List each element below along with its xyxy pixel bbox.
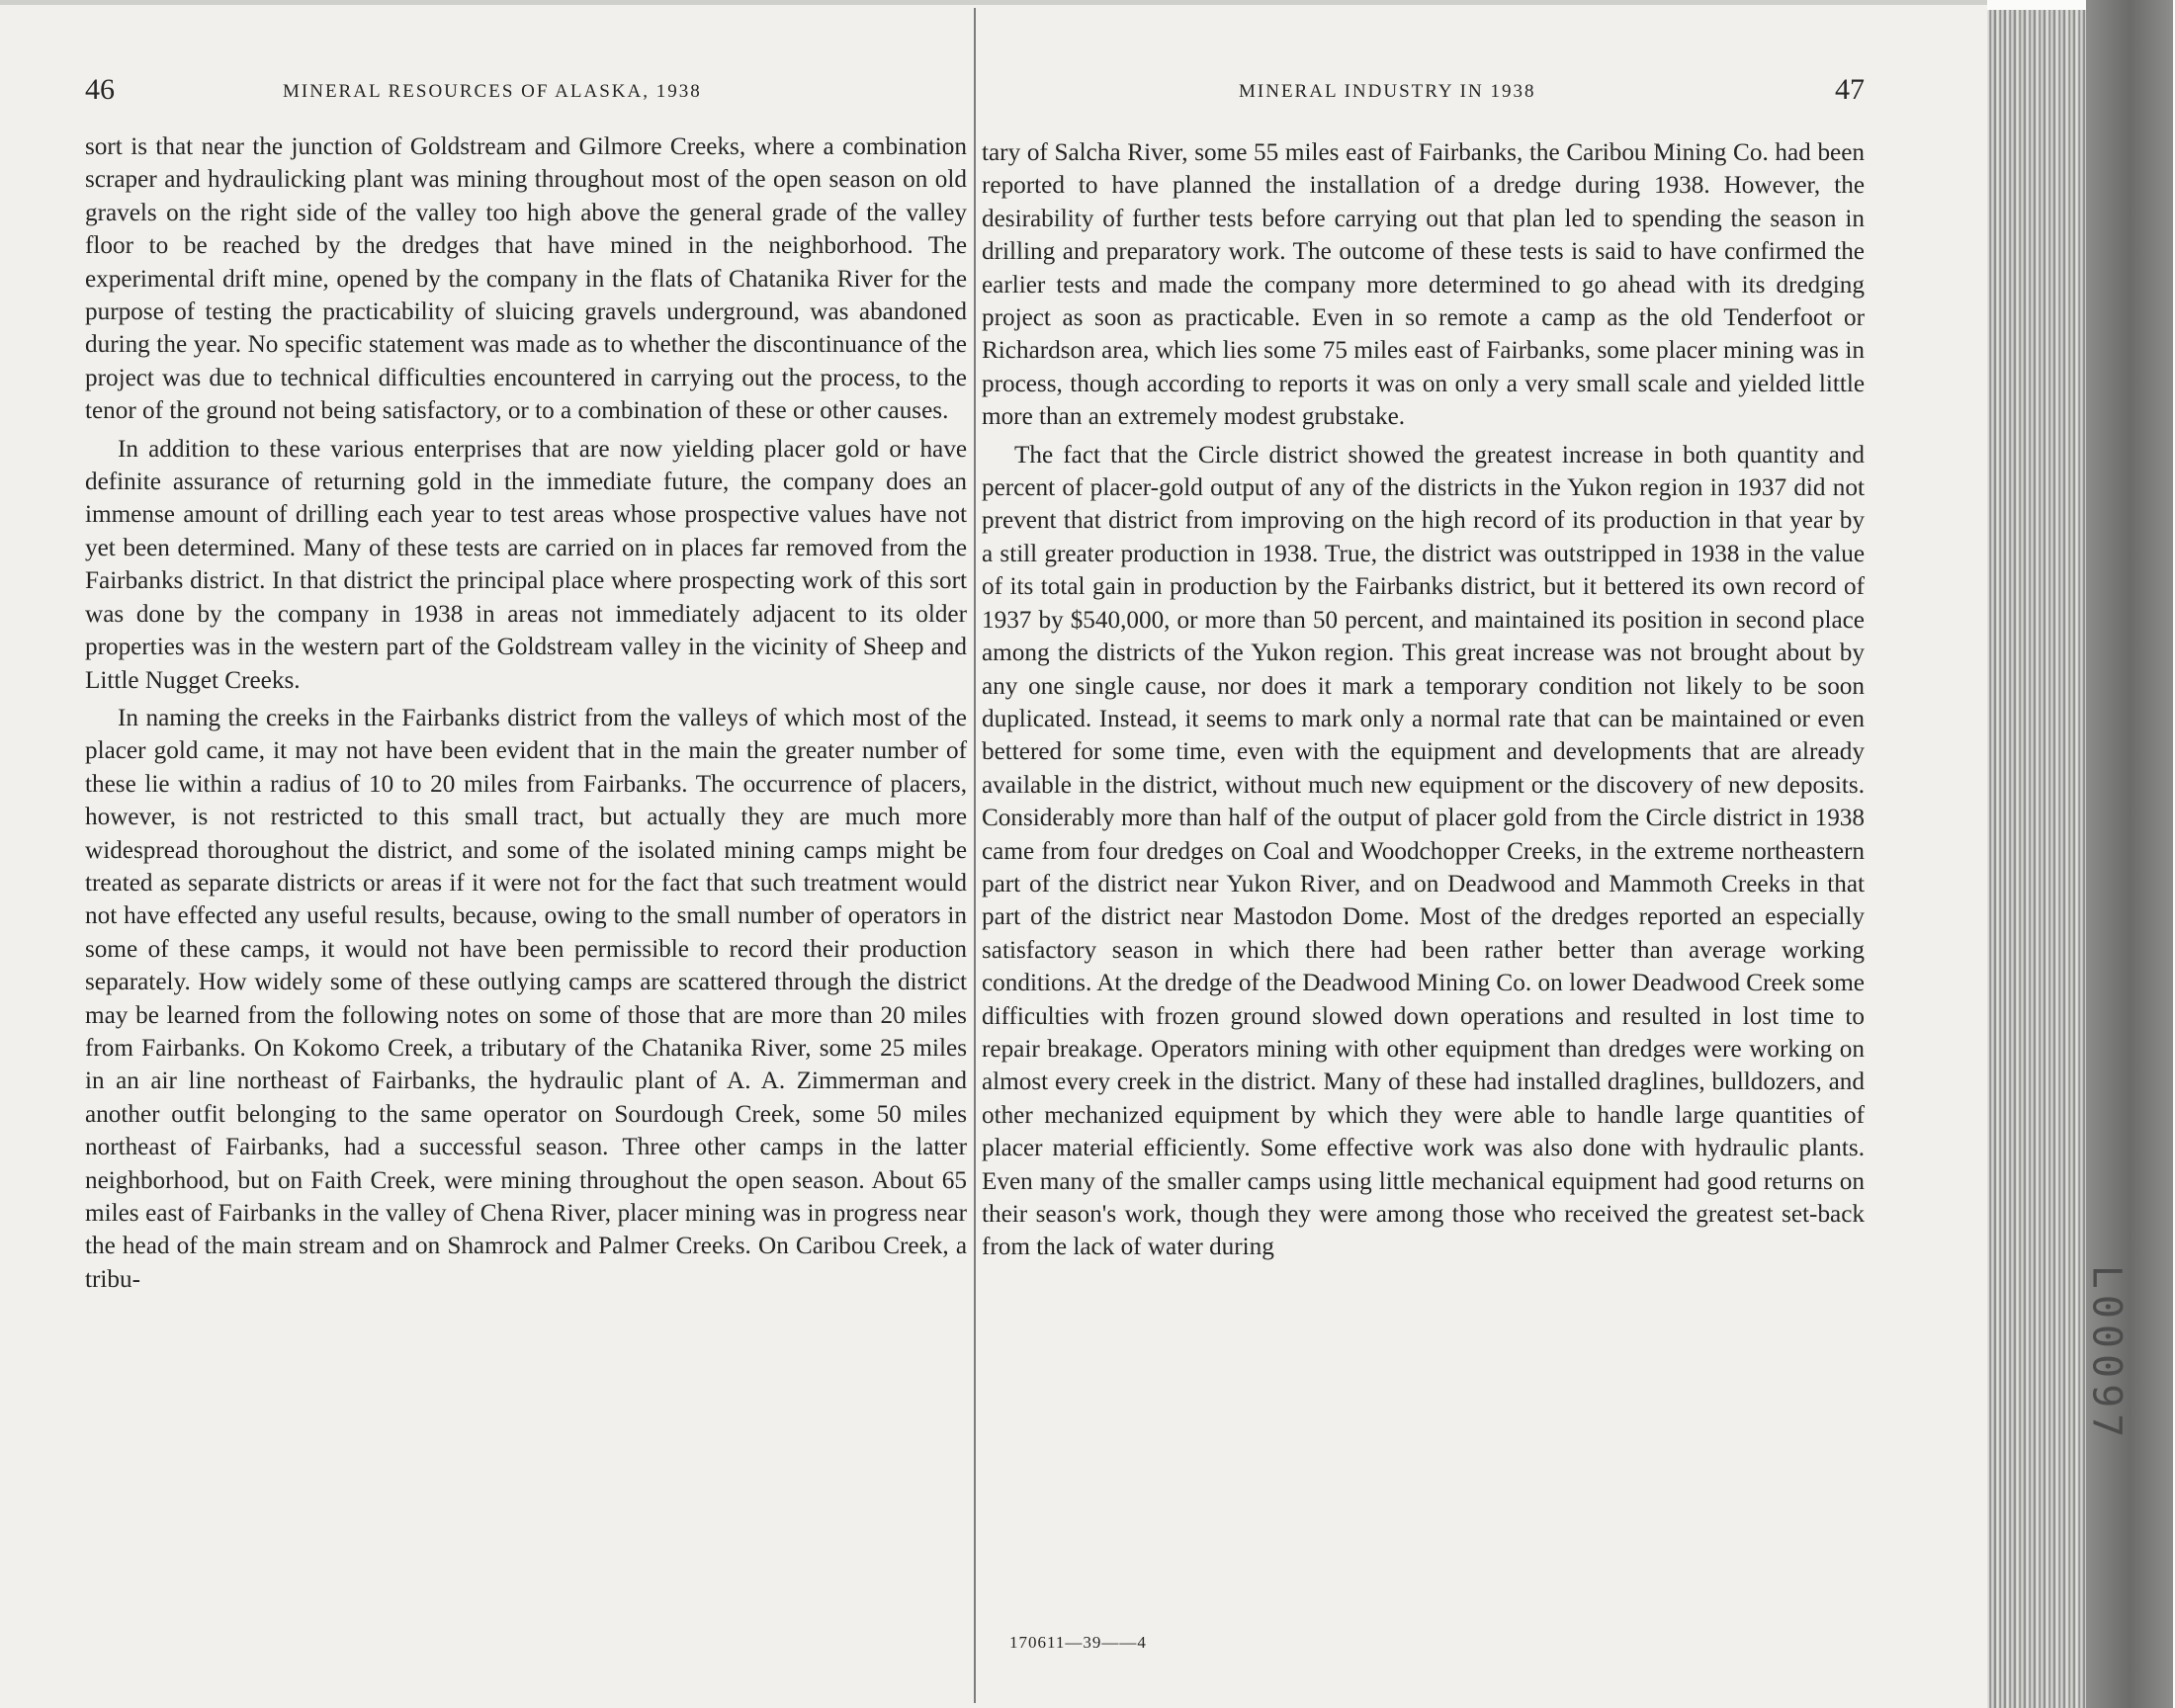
left-paragraph-2: In addition to these various enterprises that are now yielding placer gold or have definite assurance of returning gold in the immediate future, the company does an immense amount of drilling each year to test areas whose prospective values have not yet been determined. Many of these tests are carried on in places far removed from the Fairbanks district. In that district the principal place where prospecting work of this sort was done by the company in 1938 in areas not immediately adjacent to its older properties was in the western part of the Goldstream valley in the vicinity of Sheep and Little Nugget Creeks. bbox=[85, 435, 967, 694]
edge-stamp bbox=[2066, 1236, 2145, 1473]
right-body-text bbox=[982, 136, 1865, 1269]
signature-code: 170611—39——4 bbox=[1009, 1633, 1147, 1652]
left-body-text bbox=[85, 130, 967, 1301]
gutter-divider bbox=[974, 8, 976, 1703]
right-page bbox=[982, 0, 1865, 1708]
left-page-number: 46 bbox=[85, 73, 115, 106]
right-page-number: 47 bbox=[1835, 73, 1865, 106]
right-paragraph-1: tary of Salcha River, some 55 miles east of Fairbanks, the Caribou Mining Co. had been reported to have planned the installation of a dredge during 1938. However, the desirability of further tests before carrying out that plan led to spending the season in drilling and preparatory work. The outcome of these tests is said to have confirmed the earlier tests and made the company more determined to go ahead with its dredging project as soon as practicable. Even in so remote a camp as the old Tenderfoot or Richardson area, which lies some 75 miles east of Fairbanks, some placer mining was in process, though according to reports it was on only a very small scale and yielded little more than an extremely modest grubstake. bbox=[982, 139, 1865, 431]
right-running-head-title: MINERAL INDUSTRY IN 1938 bbox=[1239, 81, 1536, 102]
right-paragraph-2: The fact that the Circle district showed the greatest increase in both quantity and percent of placer-gold output of any of the districts in the Yukon region in 1937 did not prevent that district from improving on the high record of its production in that year by a still greater production in 1938. True, the district was outstripped in 1938 in the value of its total gain in production by the Fairbanks district, but it bettered its own record of 1937 by $540,000, or more than 50 percent, and maintained its position in second place among the districts of the Yukon region. This great increase was not brought about by any one single cause, nor does it mark a temporary condition not likely to be soon duplicated. Instead, it seems to mark only a normal rate that can be maintained or even bettered for some time, even with the equipment and developments that are already available in the district, without much new equipment or the discovery of new deposits. Considerably more than half of the output of placer gold from the Circle district in 1938 came from four dredges on Coal and Woodchopper Creeks, in the extreme northeastern part of the district near Yukon River, and on Deadwood and Mammoth Creeks in that part of the district near Mastodon Dome. Most of the dredges reported an especially satisfactory season in which there had been rather better than average working conditions. At the dredge of the Deadwood Mining Co. on lower Deadwood Creek some difficulties with frozen ground slowed down operations and resulted in lost time to repair breakage. Operators mining with other equipment than dredges were working on almost every creek in the district. Many of these had installed draglines, bulldozers, and other mechanized equipment by which they were able to handle large quantities of placer material efficiently. Some effective work was also done with hydraulic plants. Even many of the smaller camps using little mechanical equipment had good returns on their season's work, though they were among those who received the greatest set-back from the lack of water during bbox=[982, 441, 1865, 1261]
left-paragraph-1: sort is that near the junction of Goldstream and Gilmore Creeks, where a combination scraper and hydraulicking plant was mining throughout most of the open season on old gravels on the right side of the valley too high above the general grade of the valley floor to be reached by the dredges that have mined in the neighborhood. The experimental drift mine, opened by the company in the flats of Chatanika River for the purpose of testing the practicability of sluicing gravels underground, was abandoned during the year. No specific statement was made as to whether the discontinuance of the project was due to technical difficulties encountered in carrying out the process, to the tenor of the ground not being satisfactory, or to a combination of these or other causes. bbox=[85, 133, 967, 425]
left-page bbox=[85, 0, 967, 1708]
left-paragraph-3: In naming the creeks in the Fairbanks district from the valleys of which most of the placer gold came, it may not have been evident that in the main the greater number of these lie within a radius of 10 to 20 miles from Fairbanks. The occurrence of placers, however, is not restricted to this small tract, but actually they are much more widespread thoroughout the district, and some of the isolated mining camps might be treated as separate districts or areas if it were not for the fact that such treatment would not have effected any useful results, because, owing to the small number of operators in some of these camps, it would not have been permissible to record their production separately. How widely some of these outlying camps are scattered through the district may be learned from the following notes on some of those that are more than 20 miles from Fairbanks. On Kokomo Creek, a tributary of the Chatanika River, some 25 miles in an air line northeast of Fairbanks, the hydraulic plant of A. A. Zimmerman and another outfit belonging to the same operator on Sourdough Creek, some 50 miles northeast of Fairbanks, had a successful season. Three other camps in the latter neighborhood, but on Faith Creek, were mining throughout the open season. About 65 miles east of Fairbanks in the valley of Chena River, placer mining was in progress near the head of the main stream and on Shamrock and Palmer Creeks. On Caribou Creek, a tribu- bbox=[85, 704, 967, 1293]
right-running-head bbox=[982, 73, 1865, 113]
left-running-head-title: MINERAL RESOURCES OF ALASKA, 1938 bbox=[283, 81, 702, 102]
edge-stamp-text: L00097 bbox=[2083, 1264, 2129, 1444]
left-running-head bbox=[85, 73, 967, 113]
